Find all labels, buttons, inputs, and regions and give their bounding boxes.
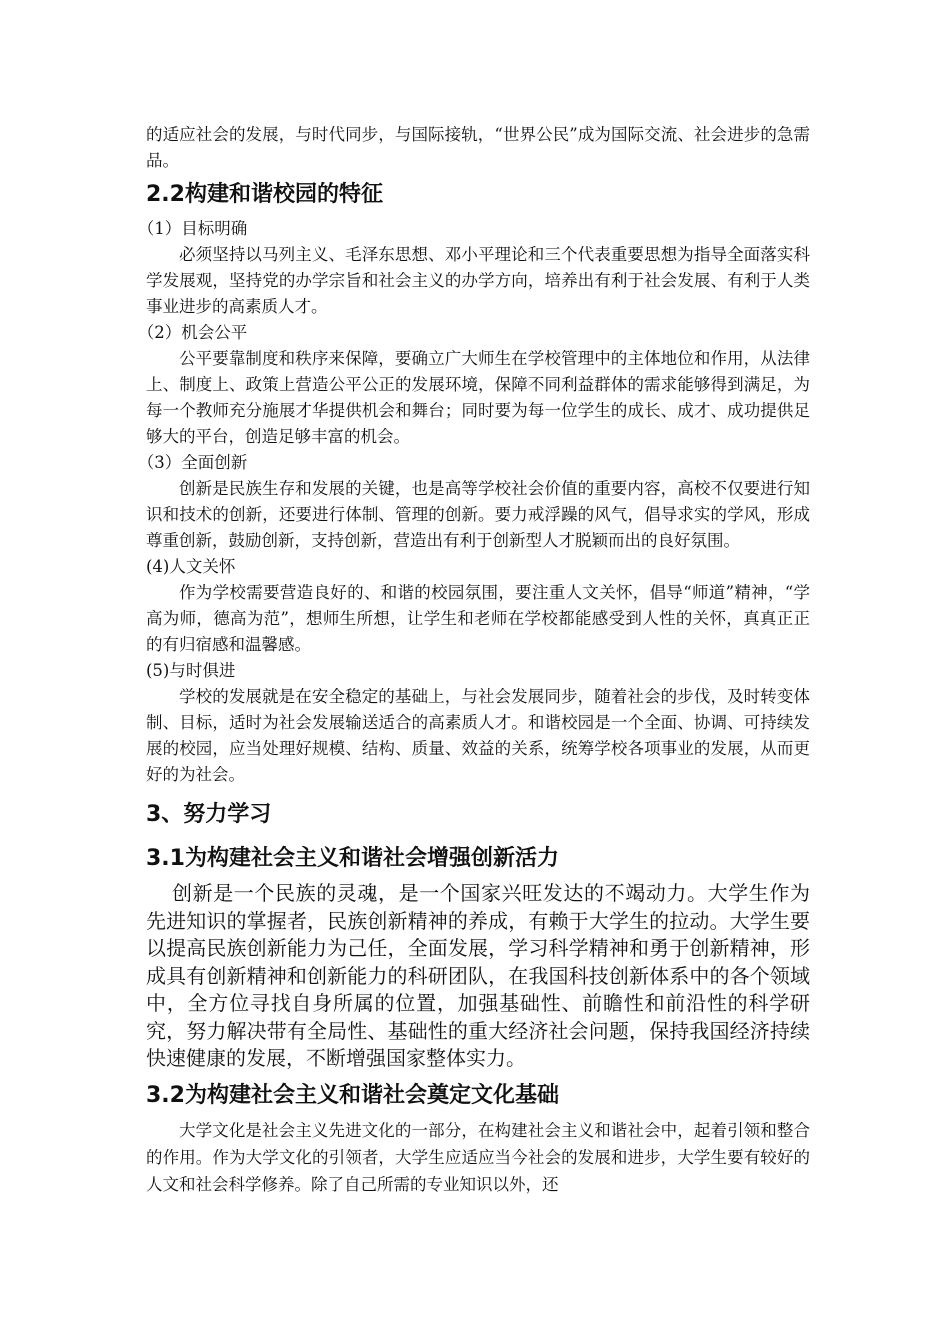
- item-1: [137, 216, 810, 320]
- heading-3-2: 3.2为构建社会主义和谐社会奠定文化基础: [146, 1082, 559, 1108]
- heading-3: 3、努力学习: [146, 802, 272, 827]
- item-2-title: （2）机会公平: [137, 323, 248, 342]
- heading-3-1: 3.1为构建社会主义和谐社会增强创新活力: [146, 846, 559, 871]
- item-4: [146, 554, 810, 658]
- item-2-body: 公平要靠制度和秩序来保障，要确立广大师生在学校管理中的主体地位和作用，从法律上、制度上、政策上营造公平公正的发展环境，保障不同利益群体的需求能够得到满足，为每一个教师充分施展才华提供机会和舞台；同时要为每一位学生的成长、成才、成功提供足够大的平台，创造足够丰富的机会。: [146, 349, 810, 446]
- item-5: [146, 658, 810, 788]
- item-3-title: （3）全面创新: [137, 453, 248, 472]
- document-page: [137, 122, 810, 1198]
- item-2: [137, 320, 810, 450]
- item-5-title: (5)与时俱进: [146, 661, 236, 680]
- item-4-title: (4)人文关怀: [146, 557, 236, 576]
- paragraph-top: 的适应社会的发展，与时代同步，与国际接轨，“世界公民”成为国际交流、社会进步的急需品。: [146, 125, 810, 170]
- item-5-body: 学校的发展就是在安全稳定的基础上，与社会发展同步，随着社会的步伐，及时转变体制、目标，适时为社会发展输送适合的高素质人才。和谐校园是一个全面、协调、可持续发展的校园，应当处理好规模、结构、质量、效益的关系，统筹学校各项事业的发展，从而更好的为社会。: [146, 687, 810, 784]
- item-1-title: （1）目标明确: [137, 219, 248, 238]
- paragraph-3-2: 大学文化是社会主义先进文化的一部分，在构建社会主义和谐社会中，起着引领和整合的作用。作为大学文化的引领者，大学生应适应当今社会的发展和进步，大学生要有较好的人文和社会科学修养。除了自己所需的专业知识以外，还: [146, 1120, 810, 1194]
- item-1-body: 必须坚持以马列主义、毛泽东思想、邓小平理论和三个代表重要思想为指导全面落实科学发展观，坚持党的办学宗旨和社会主义的办学方向，培养出有利于社会发展、有利于人类事业进步的高素质人才。: [146, 245, 810, 316]
- heading-2-2: 2.2构建和谐校园的特征: [146, 182, 383, 207]
- item-3: [137, 450, 810, 554]
- paragraph-3-1: 创新是一个民族的灵魂，是一个国家兴旺发达的不竭动力。大学生作为先进知识的掌握者，民族创新精神的养成，有赖于大学生的拉动。大学生要以提高民族创新能力为己任，全面发展，学习科学精神和勇于创新精神，形成具有创新精神和创新能力的科研团队，在我国科技创新体系中的各个领域中，全方位寻找自身所属的位置，加强基础性、前瞻性和前沿性的科学研究，努力解决带有全局性、基础性的重大经济社会问题，保持我国经济持续快速健康的发展，不断增强国家整体实力。: [146, 881, 810, 1070]
- item-4-body: 作为学校需要营造良好的、和谐的校园氛围，要注重人文关怀，倡导“师道”精神，“学高为师，德高为范”，想师生所想，让学生和老师在学校都能感受到人性的关怀，真真正正的有归宿感和温馨感。: [146, 583, 810, 654]
- item-3-body: 创新是民族生存和发展的关键，也是高等学校社会价值的重要内容，高校不仅要进行知识和技术的创新，还要进行体制、管理的创新。要力戒浮躁的风气，倡导求实的学风，形成尊重创新，鼓励创新，支持创新，营造出有利于创新型人才脱颖而出的良好氛围。: [146, 479, 810, 550]
